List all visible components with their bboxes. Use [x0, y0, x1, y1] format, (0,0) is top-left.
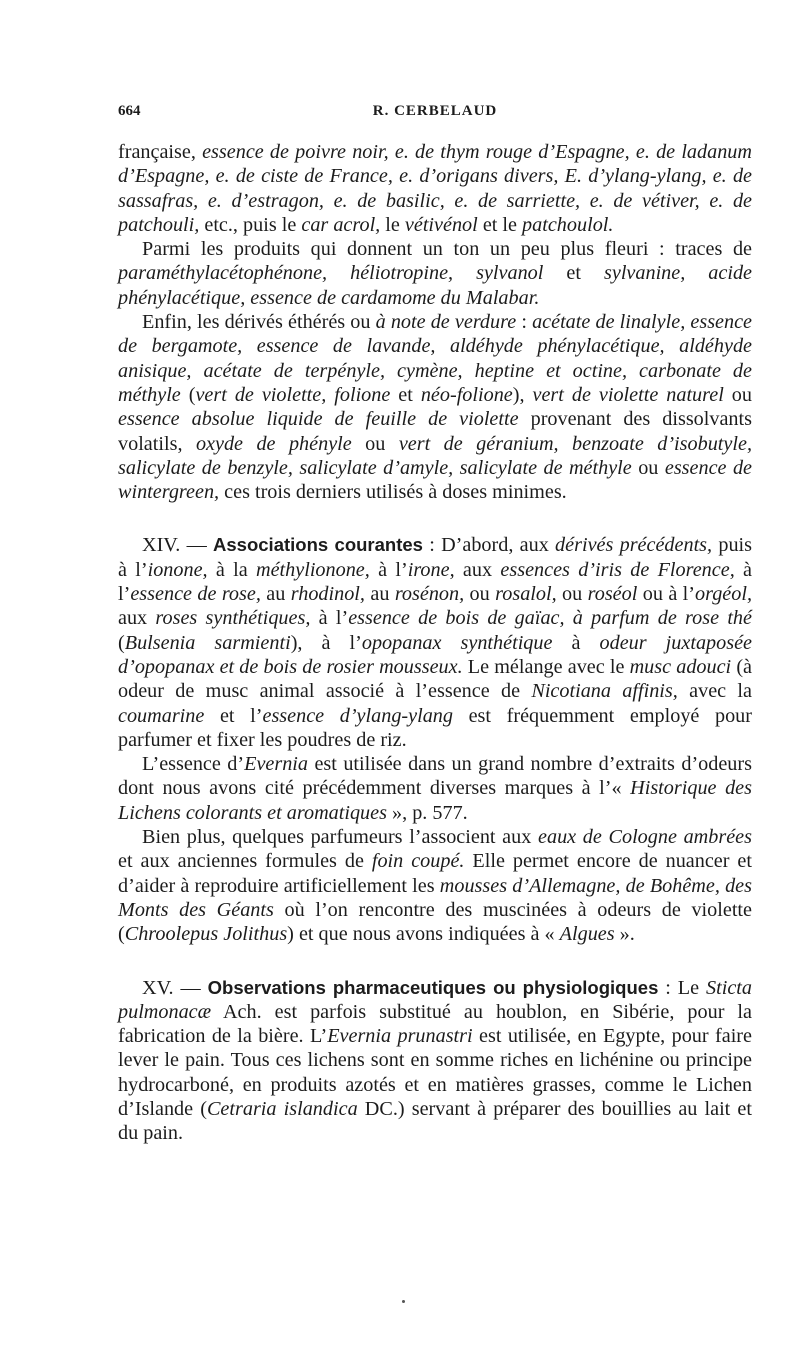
text-run: le: [380, 213, 405, 236]
text-run: Elle permet encore de nuancer et d’aider à reproduire artificiellement les: [118, 850, 753, 897]
text-run: à l’: [369, 558, 408, 581]
italic-text: Sticta pulmonacæ: [118, 976, 752, 1023]
italic-text: essence absolue liquide de feuille de violette: [118, 408, 519, 431]
text-run: à: [552, 631, 600, 654]
text-run: provenant des dissolvants volatils,: [118, 408, 752, 455]
italic-text: Historique des Lichens colorants et aromatiques: [118, 777, 752, 824]
italic-text: mousses d’Allemagne, de Bohême, des Monts des Géants: [118, 874, 752, 921]
text-run: XV. —: [142, 976, 208, 999]
paragraph: [118, 825, 752, 946]
italic-text: acétate de linalyle, essence de bergamote, essence de lavande, aldéhyde phénylacétique, aldéhyde anisique, acétate de terpényle, cymène, heptine et octine, carbonate de méthyle: [118, 311, 753, 406]
italic-text: essence de poivre noir, e. de thym rouge d’Espagne, e. de ladanum d’Espagne, e. de ciste de France, e. d’origans divers, E. d’ylang-ylang, e. de sassafras, e. d’estragon, e. de basilic, e. de sarriette, e. de vétiver, e. de patchouli,: [118, 141, 752, 236]
body-text: [118, 140, 752, 1146]
italic-text: dérivés précédents,: [555, 534, 713, 557]
italic-text: Evernia prunastri: [327, 1025, 473, 1048]
text-run: est utilisée dans un grand nombre d’extraits d’odeurs dont nous avons cité précédemment diverses marques à l’«: [118, 753, 752, 800]
italic-text: car acrol,: [301, 213, 381, 236]
italic-text: roséol: [587, 583, 638, 606]
text-run: ».: [614, 923, 635, 946]
text-run: (à odeur de musc animal associé à l’essence de: [118, 655, 752, 703]
text-run: », p. 577.: [386, 801, 468, 824]
italic-text: paraméthylacétophénone, héliotropine, sylvanol: [118, 262, 544, 285]
italic-text: vert de violette, folione: [195, 383, 391, 406]
text-run: :: [516, 311, 533, 334]
paragraph: [118, 752, 752, 825]
text-run: : D’abord, aux: [422, 534, 556, 557]
text-run: au: [364, 583, 395, 606]
text-run: à l’: [118, 558, 753, 606]
italic-text: rosénon,: [394, 583, 465, 606]
text-run: et le: [477, 213, 523, 236]
italic-text: ionone,: [147, 558, 208, 581]
italic-text: à note de verdure: [375, 311, 517, 334]
text-run: ) et que nous avons indiquées à «: [287, 923, 560, 946]
italic-text: eaux de Cologne ambrées: [538, 826, 752, 849]
italic-text: Chroolepus Jolithus: [124, 923, 288, 946]
italic-text: essence de rose,: [130, 583, 261, 606]
text-run: à la: [207, 558, 257, 581]
italic-text: essence d’ylang-ylang: [262, 704, 453, 727]
italic-text: oxyde de phényle: [195, 432, 352, 455]
italic-text: coumarine: [118, 704, 205, 727]
text-run: avec la: [677, 680, 752, 703]
text-run: aux: [454, 558, 501, 581]
text-run: ou: [464, 583, 496, 606]
text-run: Ach. est parfois substitué au houblon, en Sibérie, pour la fabrication de la bière. L’: [118, 1000, 752, 1048]
section-heading-label: Observations pharmaceutiques ou physiologiques: [207, 976, 659, 998]
text-run: Bien plus, quelques parfumeurs l’associent aux: [142, 826, 539, 849]
italic-text: rosalol,: [495, 583, 557, 606]
text-run: ), à l’: [290, 631, 362, 654]
italic-text: patchoulol.: [522, 213, 614, 236]
text-run: aux: [118, 607, 156, 630]
paragraph: [118, 140, 752, 237]
text-run: ces trois derniers utilisés à doses minimes.: [219, 481, 567, 504]
italic-text: Evernia: [244, 753, 309, 776]
text-run: ou: [556, 583, 588, 606]
page-header: [118, 103, 752, 133]
text-run: Parmi les produits qui donnent un ton un peu plus fleuri : traces de: [142, 238, 752, 261]
italic-text: irone,: [407, 558, 455, 581]
italic-text: musc adouci: [629, 655, 732, 678]
italic-text: méthylionone,: [256, 558, 370, 581]
text-run: et: [543, 262, 604, 285]
section-heading-label: Associations courantes: [213, 534, 423, 556]
text-run: et: [390, 383, 421, 406]
italic-text: vétivénol: [404, 213, 478, 236]
italic-text: essence de wintergreen,: [118, 456, 753, 504]
text-run: au: [260, 583, 291, 606]
section-paragraph: [118, 533, 752, 752]
paragraph: [118, 310, 752, 504]
italic-text: essences d’iris de Florence,: [500, 558, 735, 581]
italic-text: rhodinol,: [290, 583, 365, 606]
italic-text: Bulsenia sarmienti: [124, 631, 291, 654]
italic-text: essence de bois de gaïac, à parfum de rose thé: [348, 607, 752, 630]
italic-text: roses synthétiques,: [155, 607, 311, 630]
italic-text: opopanax synthétique: [361, 631, 553, 654]
text-run: et l’: [204, 704, 263, 727]
running-head: R. CERBELAUD: [372, 103, 498, 119]
text-run: XIV. —: [142, 534, 214, 557]
italic-text: sylvanine, acide phénylacétique, essence de cardamome du Malabar.: [118, 262, 753, 309]
italic-text: Cetraria islandica: [206, 1097, 358, 1120]
text-run: ou à l’: [637, 583, 696, 606]
text-run: (: [118, 631, 125, 654]
text-run: française,: [118, 141, 203, 163]
text-run: DC.) servant à préparer des bouillies au lait et du pain.: [118, 1097, 752, 1145]
italic-text: vert de violette naturel: [532, 383, 724, 406]
text-run: ou: [631, 456, 665, 479]
text-run: ou: [351, 432, 399, 455]
text-run: est fréquemment employé pour parfumer et fixer les poudres de riz.: [118, 704, 753, 751]
paragraph: [118, 237, 752, 310]
text-run: : Le: [658, 976, 707, 999]
text-run: à l’: [310, 607, 349, 630]
italic-text: vert de géranium, benzoate d’isobutyle, salicylate de benzyle, salicylate d’amyle, salicylate de méthyle: [118, 432, 752, 479]
italic-text: foin coupé.: [371, 850, 465, 873]
text-run: et aux anciennes formules de: [118, 850, 372, 873]
italic-text: odeur juxtaposée d’opopanax et de bois de rosier mousseux.: [118, 631, 753, 678]
italic-text: néo-folione: [420, 383, 513, 406]
italic-text: Nicotiana affinis,: [531, 680, 678, 703]
page-number: 664: [118, 103, 141, 119]
speck-mark: [402, 1300, 405, 1303]
text-run: etc., puis le: [199, 213, 302, 236]
italic-text: orgéol,: [695, 583, 753, 606]
text-run: (: [180, 383, 196, 406]
text-run: L’essence d’: [142, 753, 245, 776]
text-run: puis à l’: [118, 534, 753, 581]
section-paragraph: [118, 976, 752, 1146]
text-run: ou: [723, 383, 752, 406]
italic-text: Algues: [559, 923, 615, 946]
text-run: est utilisée, en Egypte, pour faire lever le pain. Tous ces lichens sont en somme riches en lichénine ou principe hydrocarboné, en produits azotés et en matières grasses, comme le Lichen d’Islande (: [118, 1025, 752, 1120]
text-run: Enfin, les dérivés éthérés ou: [142, 311, 376, 334]
text-run: où l’on rencontre des muscinées à odeurs de violette (: [118, 898, 752, 946]
text-run: ),: [512, 383, 533, 406]
text-run: Le mélange avec le: [462, 655, 630, 678]
